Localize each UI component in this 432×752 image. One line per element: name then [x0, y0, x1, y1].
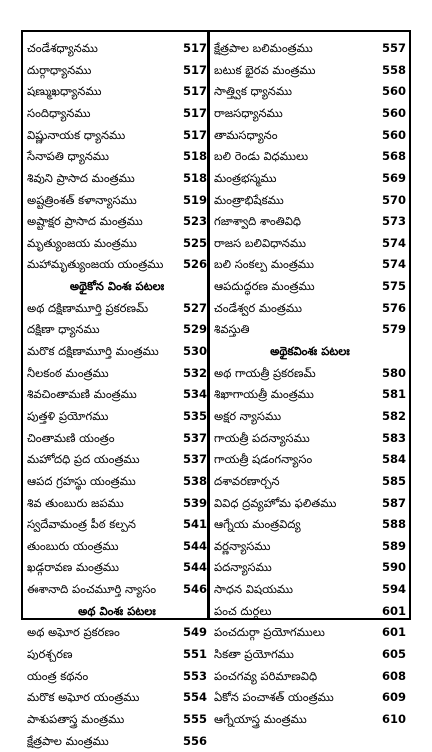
entry-page-number: 529 — [183, 324, 207, 336]
entry-page-number: 580 — [382, 368, 406, 380]
entry-page-number: 601 — [382, 606, 406, 618]
section-heading-text: అథైకోన వింశః పటలః — [70, 281, 164, 293]
toc-entry — [27, 731, 207, 752]
toc-entry — [214, 319, 406, 341]
toc-entry — [27, 514, 207, 536]
entry-title: దుర్గాధ్యానము — [27, 65, 91, 77]
entry-title: యంత్ర కథనం — [27, 671, 88, 683]
entry-page-number: 574 — [382, 238, 406, 250]
toc-entry — [214, 601, 406, 623]
toc-entry — [214, 189, 406, 211]
toc-entry — [27, 233, 207, 255]
entry-title: గజాశ్వాది శాంతివిధి — [214, 216, 301, 228]
entry-title: దక్షిణా ధ్యానము — [27, 324, 100, 336]
entry-title: అథ అఘోర ప్రకరణం — [27, 627, 120, 639]
entry-page-number: 589 — [382, 541, 406, 553]
entry-title: మరొక అఘోర యంత్రము — [27, 692, 139, 704]
section-heading-text: అథ వింశః పటలః — [78, 606, 156, 618]
entry-title: ఈశానాది పంచమూర్తి న్యాసం — [27, 584, 156, 596]
entry-title: సికతా ప్రయోగము — [214, 649, 294, 661]
entry-page-number: 573 — [382, 216, 406, 228]
entry-page-number: 569 — [382, 173, 406, 185]
entry-title: మంత్రభస్మము — [214, 173, 277, 185]
entry-page-number: 575 — [382, 281, 406, 293]
entry-page-number: 518 — [183, 173, 207, 185]
toc-entry — [214, 449, 406, 471]
entry-page-number: 517 — [183, 108, 207, 120]
entry-title: అక్షర న్యాసము — [214, 411, 281, 423]
entry-page-number: 584 — [382, 454, 406, 466]
entry-title: బలి రెండు విధములు — [214, 151, 308, 163]
toc-entry — [27, 579, 207, 601]
toc-entry — [214, 428, 406, 450]
entry-page-number: 541 — [183, 519, 207, 531]
entry-title: చండేశధ్యానము — [27, 43, 98, 55]
toc-entry — [214, 579, 406, 601]
toc-entry — [214, 406, 406, 428]
entry-page-number: 590 — [382, 562, 406, 574]
entry-page-number: 537 — [183, 433, 207, 445]
toc-entry — [214, 125, 406, 147]
entry-page-number: 570 — [382, 195, 406, 207]
entry-title: చింతామణి యంత్రం — [27, 433, 115, 445]
entry-title: సందిధ్యానము — [27, 108, 90, 120]
entry-title: ఆపదుద్ధరణ మంత్రము — [214, 281, 315, 293]
entry-page-number: 519 — [183, 195, 207, 207]
entry-page-number: 601 — [382, 627, 406, 639]
entry-page-number: 549 — [183, 627, 207, 639]
entry-title: శిఖాగాయత్రీ మంత్రము — [214, 389, 314, 401]
toc-entry — [214, 644, 406, 666]
toc-entry — [214, 81, 406, 103]
toc-entry — [27, 60, 207, 82]
entry-title: అష్టత్రింశత్ కళాన్యాసము — [27, 195, 137, 207]
section-heading — [27, 601, 207, 623]
toc-entry — [214, 514, 406, 536]
entry-page-number: 525 — [183, 238, 207, 250]
entry-title: అష్టాక్షర ప్రాసాద మంత్రము — [27, 216, 143, 228]
toc-entry — [27, 536, 207, 558]
entry-title: రాజస బలివిధానము — [214, 238, 306, 250]
section-heading — [214, 341, 406, 363]
entry-title: శివచింతామణి మంత్రము — [27, 389, 137, 401]
toc-entry — [214, 492, 406, 514]
entry-page-number: 587 — [382, 498, 406, 510]
entry-page-number: 609 — [382, 692, 406, 704]
toc-entry — [214, 557, 406, 579]
toc-entry — [27, 341, 207, 363]
entry-title: గాయత్రీ పదన్యాసము — [214, 433, 310, 445]
toc-entry — [27, 146, 207, 168]
toc-entry — [27, 687, 207, 709]
entry-page-number: 594 — [382, 584, 406, 596]
entry-page-number: 560 — [382, 130, 406, 142]
toc-entry — [214, 709, 406, 731]
entry-page-number: 530 — [183, 346, 207, 358]
toc-entry — [27, 622, 207, 644]
entry-page-number: 554 — [183, 692, 207, 704]
toc-entry — [27, 666, 207, 688]
entry-page-number: 539 — [183, 498, 207, 510]
toc-entry — [214, 687, 406, 709]
entry-title: నీలకంఠ మంత్రము — [27, 368, 109, 380]
entry-title: శివస్తుతి — [214, 324, 250, 336]
toc-entry — [214, 60, 406, 82]
entry-page-number: 551 — [183, 649, 207, 661]
entry-title: మృత్యుంజయ మంత్రము — [27, 238, 137, 250]
entry-page-number: 553 — [183, 671, 207, 683]
entry-page-number: 557 — [382, 43, 406, 55]
entry-page-number: 544 — [183, 562, 207, 574]
entry-title: అథ గాయత్రీ ప్రకరణమ్ — [214, 368, 316, 380]
toc-entry — [27, 363, 207, 385]
entry-title: తామసధ్యానం — [214, 130, 278, 142]
left-column — [27, 38, 207, 604]
section-heading — [27, 276, 207, 298]
toc-entry — [214, 536, 406, 558]
toc-entry — [214, 622, 406, 644]
entry-title: క్షేత్రపాల మంత్రము — [27, 736, 109, 748]
entry-page-number: 582 — [382, 411, 406, 423]
entry-page-number: 555 — [183, 714, 207, 726]
toc-entry — [27, 254, 207, 276]
entry-title: ఆగ్నేయ మంత్రవిద్య — [214, 519, 301, 531]
entry-page-number: 560 — [382, 108, 406, 120]
entry-title: మరొక దక్షిణామూర్తి మంత్రము — [27, 346, 159, 358]
toc-entry — [27, 492, 207, 514]
entry-page-number: 544 — [183, 541, 207, 553]
entry-title: మంత్రాభిషేకము — [214, 195, 284, 207]
right-column — [214, 38, 406, 604]
toc-entry — [214, 146, 406, 168]
toc-entry — [214, 233, 406, 255]
entry-title: బటుక భైరవ మంత్రము — [214, 65, 316, 77]
entry-page-number: 574 — [382, 259, 406, 271]
entry-page-number: 579 — [382, 324, 406, 336]
toc-entry — [27, 211, 207, 233]
entry-page-number: 517 — [183, 43, 207, 55]
entry-page-number: 526 — [183, 259, 207, 271]
entry-title: పంచగవ్య పరిమాణవిధి — [214, 671, 317, 683]
toc-entry — [27, 557, 207, 579]
entry-title: రాజసధ్యానము — [214, 108, 283, 120]
toc-entry — [27, 709, 207, 731]
entry-page-number: 608 — [382, 671, 406, 683]
section-heading-text: అథైకవింశః పటలః — [270, 346, 350, 358]
entry-page-number: 517 — [183, 65, 207, 77]
entry-title: సాత్త్విక ధ్యానము — [214, 86, 292, 98]
toc-entry — [214, 363, 406, 385]
entry-page-number: 538 — [183, 476, 207, 488]
entry-title: క్షేత్రపాల బలిమంత్రము — [214, 43, 313, 55]
entry-title: ఆగ్నేయాస్త్ర మంత్రము — [214, 714, 307, 726]
entry-title: షణ్ముఖధ్యానము — [27, 86, 102, 98]
entry-page-number: 534 — [183, 389, 207, 401]
entry-title: విష్ణునాయక ధ్యానము — [27, 130, 125, 142]
entry-title: పంచదుర్గా ప్రయోగములు — [214, 627, 325, 639]
entry-title: పుత్తళి ప్రయోగము — [27, 411, 108, 423]
entry-title: వర్ణన్యాసము — [214, 541, 270, 553]
entry-title: సేనాపతి ధ్యానము — [27, 151, 109, 163]
toc-entry — [27, 449, 207, 471]
entry-title: ఆపద గ్రహస్థు యంత్రము — [27, 476, 136, 488]
entry-page-number: 517 — [183, 130, 207, 142]
toc-entry — [214, 384, 406, 406]
toc-entry — [27, 38, 207, 60]
entry-page-number: 546 — [183, 584, 207, 596]
toc-entry — [214, 38, 406, 60]
entry-title: శివుని ప్రాసాద మంత్రము — [27, 173, 135, 185]
entry-title: బలి సంకల్ప మంత్రము — [214, 259, 314, 271]
entry-page-number: 576 — [382, 303, 406, 315]
toc-entry — [214, 168, 406, 190]
entry-page-number: 581 — [382, 389, 406, 401]
entry-title: సాధన విషయము — [214, 584, 293, 596]
entry-title: పాశుపతాస్త్ర మంత్రము — [27, 714, 124, 726]
toc-entry — [214, 666, 406, 688]
entry-page-number: 527 — [183, 303, 207, 315]
toc-entry — [214, 471, 406, 493]
toc-entry — [214, 254, 406, 276]
entry-page-number: 610 — [382, 714, 406, 726]
toc-entry — [214, 211, 406, 233]
toc-entry — [27, 103, 207, 125]
toc-entry — [27, 81, 207, 103]
toc-entry — [27, 428, 207, 450]
toc-entry — [27, 125, 207, 147]
toc-entry — [214, 298, 406, 320]
entry-page-number: 588 — [382, 519, 406, 531]
toc-entry — [27, 406, 207, 428]
entry-page-number: 535 — [183, 411, 207, 423]
toc-entry — [214, 103, 406, 125]
entry-title: ఖడ్గరావణ మంత్రము — [27, 562, 119, 574]
entry-title: తుంబురు యంత్రము — [27, 541, 119, 553]
entry-page-number: 605 — [382, 649, 406, 661]
entry-title: స్వదేవామంత్ర పీఠ కల్పన — [27, 519, 136, 531]
entry-page-number: 532 — [183, 368, 207, 380]
entry-title: చండేశ్వర మంత్రము — [214, 303, 302, 315]
entry-title: మహోదధి ప్రద యంత్రము — [27, 454, 140, 466]
entry-title: శివ తుంబురు జపము — [27, 498, 124, 510]
entry-page-number: 585 — [382, 476, 406, 488]
entry-title: ఏకోన పంచాశత్ యంత్రము — [214, 692, 334, 704]
toc-entry — [27, 298, 207, 320]
entry-page-number: 568 — [382, 151, 406, 163]
entry-page-number: 558 — [382, 65, 406, 77]
toc-entry — [214, 276, 406, 298]
entry-page-number: 560 — [382, 86, 406, 98]
entry-page-number: 537 — [183, 454, 207, 466]
entry-title: పురశ్చరణ — [27, 649, 73, 661]
toc-entry — [27, 471, 207, 493]
entry-title: అథ దక్షిణామూర్తి ప్రకరణమ్ — [27, 303, 148, 315]
entry-title: గాయత్రీ షడంగన్యాసం — [214, 454, 312, 466]
toc-entry — [27, 644, 207, 666]
entry-title: మహామృత్యుంజయ యంత్రము — [27, 259, 163, 271]
entry-title: పదన్యాసము — [214, 562, 272, 574]
entry-page-number: 556 — [183, 736, 207, 748]
entry-title: వివిధ ద్రవ్యహోమ ఫలితము — [214, 498, 336, 510]
entry-page-number: 517 — [183, 86, 207, 98]
entry-page-number: 583 — [382, 433, 406, 445]
toc-entry — [27, 384, 207, 406]
entry-page-number: 518 — [183, 151, 207, 163]
toc-entry — [27, 189, 207, 211]
toc-entry — [27, 168, 207, 190]
entry-title: పంచ దుర్గలు — [214, 606, 271, 618]
entry-page-number: 523 — [183, 216, 207, 228]
column-divider — [207, 30, 210, 620]
entry-title: దశావరణార్చన — [214, 476, 280, 488]
toc-entry — [27, 319, 207, 341]
